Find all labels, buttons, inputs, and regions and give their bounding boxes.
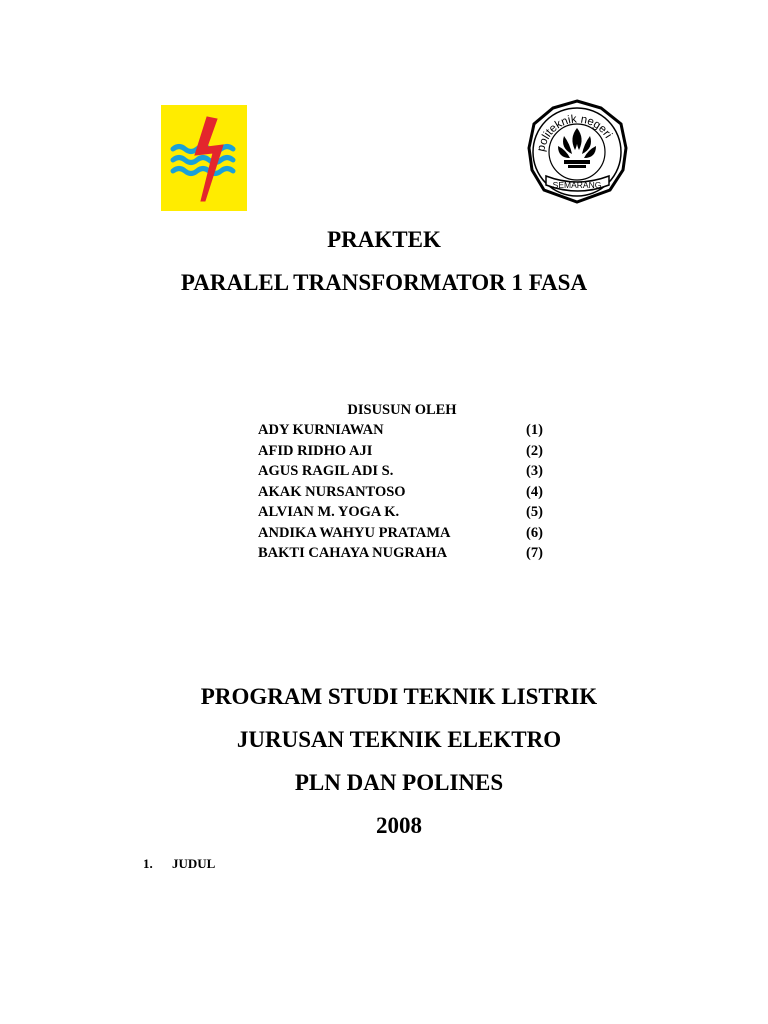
section-number: 1.	[143, 856, 153, 871]
author-number: (7)	[526, 545, 543, 561]
author-name: ALVIAN M. YOGA K.	[258, 504, 400, 520]
author-number: (1)	[526, 422, 543, 438]
author-name: AKAK NURSANTOSO	[258, 483, 406, 500]
polines-logo-graphic	[526, 98, 629, 206]
author-row	[258, 502, 558, 522]
author-name: AFID RIDHO AJI	[258, 442, 373, 459]
pln-logo	[161, 105, 247, 211]
program-name: PROGRAM STUDI TEKNIK LISTRIK	[200, 684, 598, 709]
author-number: (5)	[526, 504, 543, 520]
author-row	[258, 543, 558, 563]
author-row	[258, 441, 558, 461]
document-title-line-1: PRAKTEK	[327, 227, 441, 252]
authors-heading: DISUSUN OLEH	[347, 402, 457, 418]
author-name: BAKTI CAHAYA NUGRAHA	[258, 545, 448, 561]
department-name: JURUSAN TEKNIK ELEKTRO	[236, 727, 562, 752]
author-row	[258, 461, 558, 481]
author-number: (3)	[526, 463, 543, 479]
polines-banner-text: SEMARANG	[552, 180, 602, 190]
document-year: 2008	[376, 813, 422, 838]
author-name: ANDIKA WAHYU PRATAMA	[258, 524, 451, 541]
author-number: (2)	[526, 442, 543, 459]
pln-logo-graphic	[161, 105, 247, 211]
author-name: AGUS RAGIL ADI S.	[258, 463, 394, 479]
author-number: (4)	[526, 483, 543, 500]
author-name: ADY KURNIAWAN	[258, 422, 384, 438]
section-label: JUDUL	[172, 856, 216, 871]
author-number: (6)	[526, 524, 543, 541]
author-row	[258, 523, 558, 543]
document-title-line-2: PARALEL TRANSFORMATOR 1 FASA	[180, 270, 588, 295]
polines-logo	[526, 98, 629, 206]
polines-ring-text: politeknik negeri	[535, 113, 614, 153]
author-row	[258, 482, 558, 502]
author-row	[258, 420, 558, 440]
institution-name: PLN DAN POLINES	[294, 770, 504, 795]
